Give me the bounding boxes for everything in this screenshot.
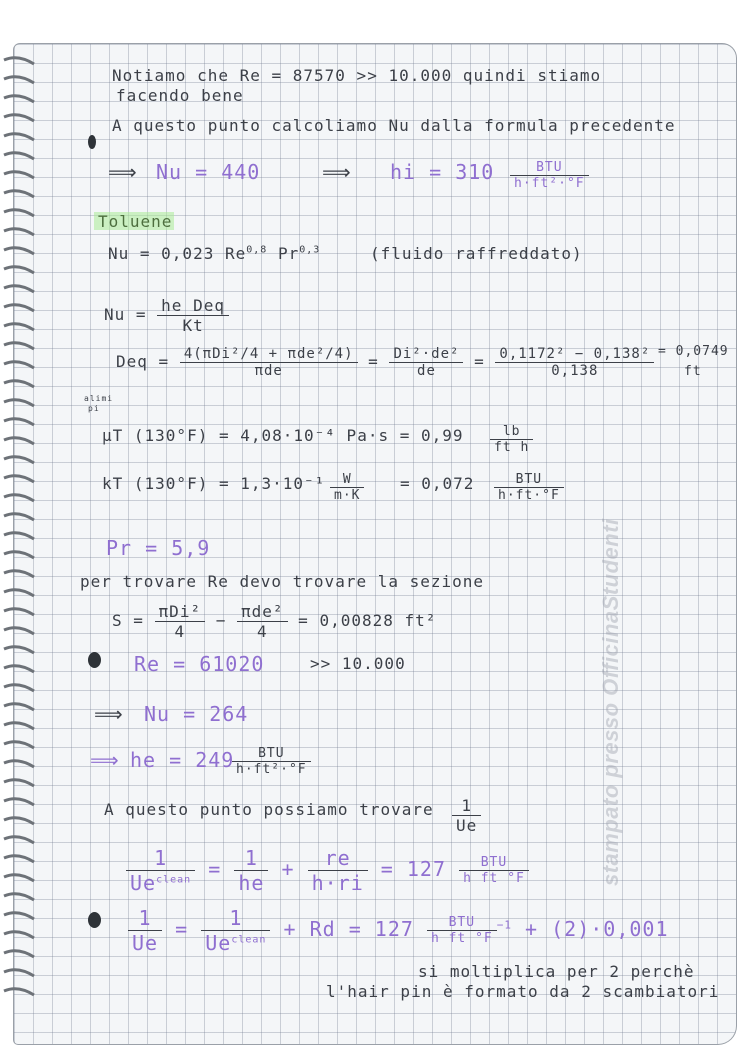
formula-lhs: S =: [112, 611, 144, 630]
conductivity-imperial: = 0,072: [400, 474, 475, 493]
fraction-denominator: h·ri: [311, 871, 364, 895]
operator: −: [215, 611, 227, 630]
he-unit: [232, 746, 311, 777]
fraction-numerator: Di²·de²: [389, 346, 463, 363]
superscript: clean: [231, 934, 267, 946]
margin-note: pi: [88, 404, 100, 413]
nu-shell-result: Nu = 264: [144, 702, 249, 726]
note-multiply-by-two: si moltiplica per 2 perchè: [418, 962, 695, 981]
text-line-find-ue: A questo punto possiamo trovare: [104, 800, 434, 819]
hi-unit: [510, 160, 589, 191]
he-result: he = 249: [130, 748, 235, 772]
exponent: 0,8: [246, 244, 268, 256]
formula-section-area: [112, 602, 436, 641]
re-comparison: >> 10.000: [310, 654, 406, 673]
unit-numerator: BTU: [427, 915, 497, 931]
fraction-inverse-ue: [452, 796, 481, 835]
unit-numerator: BTU: [494, 472, 564, 488]
conductivity-unit-si: [330, 472, 364, 503]
unit-numerator: BTU: [459, 855, 529, 871]
unit-numerator: W: [330, 472, 364, 488]
fraction-numerator: 1: [126, 846, 195, 871]
unit-denominator: h ft °F: [463, 871, 525, 886]
formula-result: = 0,00828 ft²: [298, 611, 437, 630]
fraction-denominator: 4: [256, 622, 268, 641]
arrow-icon: ⟹: [108, 160, 138, 184]
formula-conductivity: kT (130°F) = 1,3·10⁻¹: [102, 474, 326, 493]
conductivity-unit-imperial: [494, 472, 564, 503]
formula-nu-dittus: [108, 244, 320, 263]
formula-deq: Deq = $\frac{\text{4(πDi²/4 + πde²/4)}}{\text{πde}}$ = $\frac{\text{Di²·de²}}{de}$ = $\frac{\text{0,1172² − 0,138²}}{0,138}$: [116, 346, 654, 379]
operator: +: [281, 857, 295, 881]
fraction-numerator: πde²: [237, 602, 288, 622]
unit-denominator: m·K: [334, 488, 361, 503]
fraction-numerator: 1: [128, 906, 162, 931]
text-line-re-check: Notiamo che Re = 87570 >> 10.000 quindi stiamo: [112, 66, 602, 85]
bullet-marker: [88, 135, 96, 149]
re-shell-result: Re = 61020: [134, 652, 265, 676]
unit-numerator: BTU: [232, 746, 311, 762]
viscosity-unit: [490, 424, 533, 455]
watermark: stampato presso OfficinaStudenti: [598, 518, 623, 886]
operator: =: [208, 857, 222, 881]
deq-result: = 0,0749: [658, 344, 729, 359]
fraction-numerator: 1: [234, 846, 268, 871]
unit-denominator: h·ft²·°F: [514, 176, 585, 191]
text-line-section: per trovare Re devo trovare la sezione: [80, 572, 485, 591]
arrow-icon: ⟹: [94, 702, 124, 726]
fraction-numerator: 4(πDi²/4 + πde²/4): [180, 346, 358, 363]
prandtl-result: Pr = 5,9: [106, 536, 211, 560]
formula-lhs: Deq =: [116, 352, 170, 371]
arrow-icon: ⟹: [90, 748, 120, 772]
operator: =: [175, 917, 189, 941]
formula-text: + (2)·0,001: [525, 917, 669, 941]
note-cooled-fluid: (fluido raffreddato): [370, 244, 583, 263]
formula-text: + Rd = 127: [283, 917, 414, 941]
bullet-marker: [88, 912, 101, 928]
fraction-numerator: πDi²: [155, 602, 206, 622]
superscript: clean: [156, 874, 192, 886]
arrow-icon: ⟹: [322, 160, 352, 184]
text-line-re-check-continued: facendo bene: [116, 86, 244, 105]
fraction-numerator: re: [308, 846, 368, 871]
unit-denominator: h ft °F: [430, 931, 493, 946]
fraction-denominator: Ue: [132, 931, 159, 955]
unit-numerator: lb: [490, 424, 533, 440]
fraction-denominator: 4: [174, 622, 186, 641]
margin-note: alimi: [84, 394, 114, 403]
fraction-denominator: Kt: [182, 316, 204, 335]
note-hairpin-exchangers: l'hair pin è formato da 2 scambiatori: [326, 982, 720, 1001]
fraction-denominator: Ue: [456, 816, 478, 835]
unit-denominator: ft h: [494, 440, 530, 455]
exponent: 0,3: [299, 244, 321, 256]
fraction-denominator: Ue: [205, 931, 232, 955]
fraction-numerator: 1: [452, 796, 481, 816]
fraction-denominator: πde: [254, 363, 283, 379]
fraction-numerator: he Deq: [157, 296, 229, 316]
fraction-denominator: de: [417, 363, 436, 379]
unit-denominator: h·ft·°F: [498, 488, 560, 503]
fraction-denominator: 0,138: [551, 363, 599, 379]
spiral-binding: [0, 50, 44, 1010]
nu-inner-result: Nu = 440: [156, 160, 261, 184]
unit-denominator: h·ft²·°F: [236, 762, 307, 777]
fraction-numerator: 0,1172² − 0,138²: [495, 346, 654, 363]
formula-text: Pr: [277, 244, 300, 263]
deq-unit: ft: [684, 364, 702, 379]
text-line-compute-nu: A questo punto calcoliamo Nu dalla formula precedente: [112, 116, 676, 135]
formula-viscosity: μT (130°F) = 4,08·10⁻⁴ Pa·s = 0,99: [102, 426, 464, 445]
fraction-denominator: Ue: [130, 871, 157, 895]
formula-text: Nu = 0,023 Re: [108, 244, 247, 263]
fraction-numerator: 1: [201, 906, 270, 931]
unit-numerator: BTU: [510, 160, 589, 176]
formula-lhs: Nu =: [104, 305, 147, 324]
fraction-denominator: he: [238, 871, 265, 895]
formula-result: = 127: [380, 857, 447, 881]
formula-nu-he: [104, 296, 229, 335]
formula-ue-dirty: [128, 906, 669, 955]
formula-ue-clean: [126, 846, 529, 895]
bullet-marker: [88, 652, 101, 668]
section-title-toluene: Toluene: [98, 212, 173, 231]
top-margin: [0, 0, 744, 44]
hi-result: hi = 310: [390, 160, 495, 184]
exponent: −1: [496, 918, 512, 932]
